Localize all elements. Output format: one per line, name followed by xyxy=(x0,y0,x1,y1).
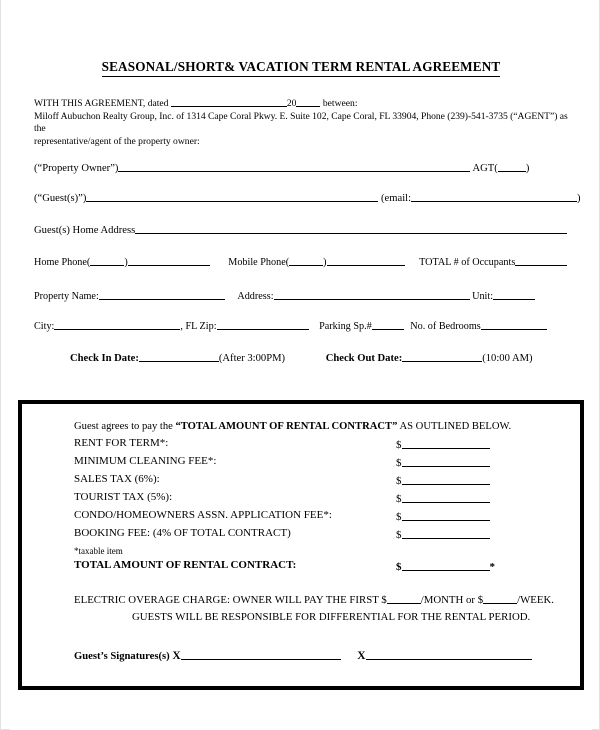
check-in-note: (After 3:00PM) xyxy=(218,353,286,364)
guest-signature-blank-2[interactable] xyxy=(366,648,532,660)
city-row xyxy=(34,318,580,333)
checkin-checkout-row xyxy=(70,350,600,365)
home-phone-close-paren: ) xyxy=(124,257,128,268)
home-address-blank[interactable] xyxy=(135,222,567,234)
guest-signature-label: Guest’s Signatures(s) xyxy=(74,651,170,662)
fee-label-condo-application: CONDO/HOMEOWNERS ASSN. APPLICATION FEE*: xyxy=(74,509,332,521)
fee-label-sales-tax: SALES TAX (6%): xyxy=(74,473,160,485)
currency-symbol: $ xyxy=(396,439,402,451)
fee-blank-booking[interactable] xyxy=(402,527,490,539)
intro-line-dated xyxy=(34,95,580,111)
intro-line-agent: Miloff Aubuchon Realty Group, Inc. of 1314 Cape Coral Pkwy. E. Suite 102, Cape Coral, FL 33904, Phone (239)-541-3735 (“AGENT”) as the xyxy=(34,110,568,135)
home-address-label: Guest(s) Home Address xyxy=(34,225,136,236)
property-owner-row xyxy=(34,160,580,175)
unit-blank[interactable] xyxy=(493,288,535,300)
guest-signature-row xyxy=(74,648,532,662)
currency-symbol: $ xyxy=(396,475,402,487)
fee-blank-sales-tax[interactable] xyxy=(402,473,490,485)
fee-label-booking: BOOKING FEE: (4% OF TOTAL CONTRACT) xyxy=(74,527,291,539)
payment-heading-suffix: AS OUTLINED BELOW. xyxy=(397,421,512,432)
page-title: SEASONAL/SHORT& VACATION TERM RENTAL AGREEMENT xyxy=(102,59,501,77)
check-out-label: Check Out Date: xyxy=(325,353,403,364)
check-out-note: (10:00 AM) xyxy=(482,353,533,364)
electric-overage-line-1 xyxy=(74,592,554,607)
electric-overage-text-c: /WEEK. xyxy=(517,594,554,606)
page-title-wrapper xyxy=(10,58,592,77)
payment-terms-box xyxy=(18,400,584,690)
property-name-label: Property Name: xyxy=(34,291,99,302)
mobile-phone-blank[interactable] xyxy=(327,254,405,266)
electric-overage-text-a: ELECTRIC OVERAGE CHARGE: OWNER WILL PAY THE FIRST $ xyxy=(74,594,387,606)
phones-row xyxy=(34,254,580,269)
total-occupants-blank[interactable] xyxy=(515,254,567,266)
guests-label: (“Guest(s)”) xyxy=(34,193,87,204)
payment-heading xyxy=(74,420,511,433)
currency-symbol: $ xyxy=(396,529,402,541)
parking-blank[interactable] xyxy=(372,318,404,330)
total-occupants-label: TOTAL # of Occupants xyxy=(419,257,516,268)
intro-line-representative: representative/agent of the property owner: xyxy=(34,135,200,147)
payment-heading-prefix: Guest agrees to pay the xyxy=(74,421,176,432)
home-phone-label: Home Phone( xyxy=(34,257,91,268)
fee-amount-booking xyxy=(396,527,490,543)
fee-blank-tourist-tax[interactable] xyxy=(402,491,490,503)
fee-label-cleaning: MINIMUM CLEANING FEE*: xyxy=(74,455,217,467)
property-owner-blank[interactable] xyxy=(118,160,470,172)
fee-blank-rent[interactable] xyxy=(402,437,490,449)
currency-symbol: $ xyxy=(396,511,402,523)
fee-amount-tourist-tax xyxy=(396,491,490,507)
check-in-blank[interactable] xyxy=(139,350,219,362)
property-name-blank[interactable] xyxy=(99,288,225,300)
fee-label-rent: RENT FOR TERM*: xyxy=(74,437,169,449)
total-contract-blank[interactable] xyxy=(402,559,490,571)
bedrooms-label: No. of Bedrooms xyxy=(410,321,481,332)
intro-year-label: 20 xyxy=(286,98,297,109)
currency-symbol: $ xyxy=(396,493,402,505)
fee-blank-condo-application[interactable] xyxy=(402,509,490,521)
intro-dated-label: WITH THIS AGREEMENT, dated xyxy=(34,98,169,109)
total-contract-amount xyxy=(396,559,495,575)
intro-paragraph xyxy=(34,95,580,148)
home-phone-area-blank[interactable] xyxy=(90,254,124,266)
city-label: City: xyxy=(34,321,55,332)
property-name-row xyxy=(34,288,580,303)
email-close-paren: ) xyxy=(577,193,581,204)
city-blank[interactable] xyxy=(54,318,180,330)
home-phone-blank[interactable] xyxy=(128,254,210,266)
address-label: Address: xyxy=(237,291,274,302)
agt-label: AGT( xyxy=(472,163,498,174)
state-zip-label: , FL Zip: xyxy=(180,321,217,332)
fee-amount-condo-application xyxy=(396,509,490,525)
fee-amount-sales-tax xyxy=(396,473,490,489)
electric-overage-line-2: GUESTS WILL BE RESPONSIBLE FOR DIFFERENTIAL FOR THE RENTAL PERIOD. xyxy=(132,611,531,623)
fee-blank-cleaning[interactable] xyxy=(402,455,490,467)
agt-blank[interactable] xyxy=(498,160,526,172)
guests-blank[interactable] xyxy=(86,190,378,202)
total-asterisk: * xyxy=(489,561,495,573)
currency-symbol: $ xyxy=(396,457,402,469)
parking-label: Parking Sp.# xyxy=(319,321,372,332)
guest-signature-blank-1[interactable] xyxy=(181,648,341,660)
signature-x-mark-2: X xyxy=(357,650,366,662)
payment-heading-quoted: “TOTAL AMOUNT OF RENTAL CONTRACT” xyxy=(175,421,398,432)
email-blank[interactable] xyxy=(411,190,577,202)
guests-row xyxy=(34,190,580,205)
currency-symbol: $ xyxy=(396,561,402,573)
intro-between-label: between: xyxy=(322,98,358,109)
address-blank[interactable] xyxy=(274,288,470,300)
electric-week-blank[interactable] xyxy=(483,592,517,604)
agt-close-paren: ) xyxy=(525,163,530,174)
electric-month-blank[interactable] xyxy=(387,592,421,604)
date-blank[interactable] xyxy=(171,95,287,107)
unit-label: Unit: xyxy=(472,291,494,302)
agreement-sheet xyxy=(10,0,592,730)
year-blank[interactable] xyxy=(296,95,320,107)
email-label: (email: xyxy=(381,193,412,204)
fee-amount-rent xyxy=(396,437,490,453)
taxable-item-note: *taxable item xyxy=(74,546,123,556)
mobile-phone-label: Mobile Phone( xyxy=(228,257,290,268)
mobile-phone-close-paren: ) xyxy=(323,257,327,268)
fee-amount-cleaning xyxy=(396,455,490,471)
signature-x-mark-1: X xyxy=(172,650,181,662)
electric-overage-text-b: /MONTH or $ xyxy=(420,594,484,606)
mobile-phone-area-blank[interactable] xyxy=(289,254,323,266)
check-out-blank[interactable] xyxy=(402,350,482,362)
home-address-row xyxy=(34,222,580,237)
total-contract-label: TOTAL AMOUNT OF RENTAL CONTRACT: xyxy=(74,559,297,571)
check-in-label: Check In Date: xyxy=(70,353,139,364)
property-owner-label: (“Property Owner”) xyxy=(34,163,119,174)
bedrooms-blank[interactable] xyxy=(481,318,547,330)
zip-blank[interactable] xyxy=(217,318,309,330)
fee-label-tourist-tax: TOURIST TAX (5%): xyxy=(74,491,173,503)
